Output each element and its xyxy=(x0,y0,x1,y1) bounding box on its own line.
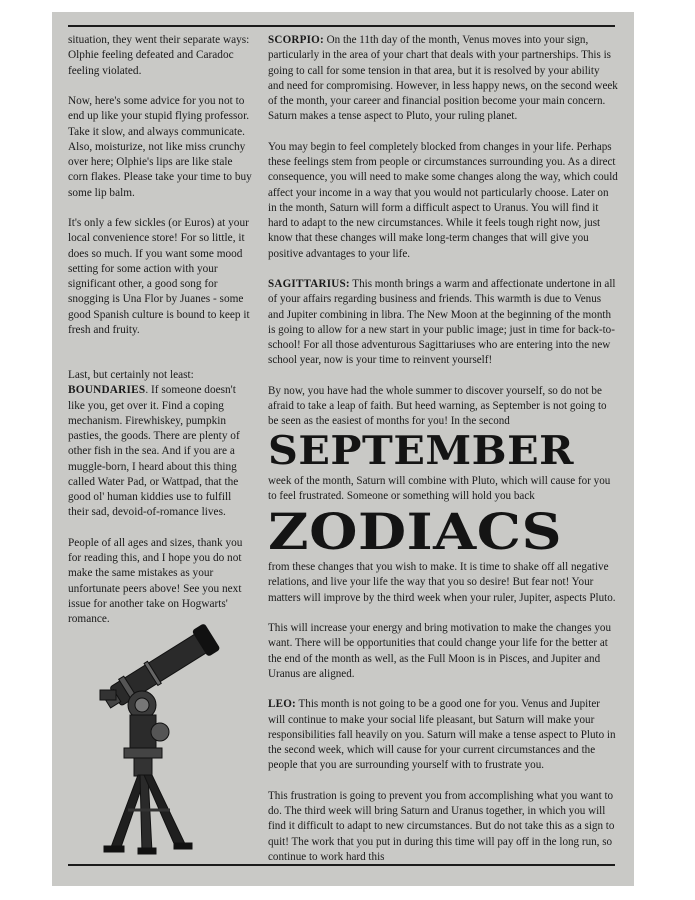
leo-label: LEO: xyxy=(268,698,296,711)
top-rule xyxy=(68,25,615,27)
sagittarius-paragraph-2c: from these changes that you wish to make. It is time to shake off all negative relations, and live your life the way that you so desire! But fear not! Your matters will improve by the third week when your ruler, Jupiter, aspects Pluto. xyxy=(268,561,616,604)
left-column xyxy=(68,33,254,643)
telescope-illustration xyxy=(90,610,225,855)
sagittarius-paragraph-3: This will increase your energy and bring motivation to make the changes you want. There will be opportunities that could change your life for the better at the end of the month as well, as the Full Moon is in Pisces, and Jupiter and Uranus are aligned. xyxy=(268,622,611,680)
sagittarius-label: SAGITTARIUS: xyxy=(268,278,350,290)
left-paragraph-5: People of all ages and sizes, thank you for reading this, and I hope you do not make the same mistakes as your unfortunate peers above! See you next issue for another take on Hogwarts' romance. xyxy=(68,536,243,625)
left-paragraph-4 xyxy=(68,368,254,521)
leo-paragraph-2: This frustration is going to prevent you from accomplishing what you want to do. The third week will bring Saturn and Uranus together, in which you will find it difficult to adapt to new circumstances. But do not take this as a sign to quit! The work that you put in during this time will pay off in the long run, so continue to work hard this xyxy=(268,789,615,863)
sagittarius-text: This month brings a warm and affectionate undertone in all of your affairs regarding business and friends. This warmth is due to Venus and Jupiter combining in libra. The New Moon at the beginning of the month is going to allow for a new start in your public image; just in time for back-to-school! For all those adventurous Sagittariuses who are entering into the new school year, now is your time to reinvent yourself! xyxy=(268,278,616,367)
bottom-rule xyxy=(68,864,615,866)
headline-zodiacs: ZODIACS xyxy=(268,502,563,561)
sagittarius-paragraph-2: By now, you have had the whole summer to discover yourself, so do not be afraid to take a leap of faith. But heed warning, as September is not going to be seen as the easiest of months for you! In the second xyxy=(268,384,607,428)
sagittarius-paragraph-1 xyxy=(268,277,618,369)
boundaries-intro: Last, but certainly not least: xyxy=(68,369,194,381)
boundaries-text: . If someone doesn't like you, get over it. Find a coping mechanism. Firewhiskey, pumpkin pasties, the goods. There are plenty of other fish in the sea. And if you are a muggle-born, I heard about this thing called Water Pad, or Wattpad, that the good ol' human kiddies use to fulfill their sad, devoid-of-romance lives. xyxy=(68,384,240,519)
leo-paragraph-1 xyxy=(268,697,618,773)
sagittarius-paragraph-2b: week of the month, Saturn will combine with Pluto, which will cause for you to feel frustrated. Someone or something will hold you back xyxy=(268,474,611,502)
scorpio-paragraph-1 xyxy=(268,33,618,125)
scorpio-paragraph-2: You may begin to feel completely blocked from changes in your life. Perhaps these feelings stem from people or circumstances surrounding you. As a direct consequence, you will need to make some changes along the way, which could affect your income in a way that you would not particularly choose. Later on in the month, Saturn will form a difficult aspect to Uranus. You will find it hard to adapt to the new circumstances. While it feels tough right now, just know that these changes will make long-term changes that will give you positive advantages to your life. xyxy=(268,140,618,260)
leo-text: This month is not going to be a good one for you. Venus and Jupiter will continue to make your social life pleasant, but Saturn will make your responsibilities fall heavily on you. Saturn will make a tense aspect to Pluto in the second week, which will cause for your current circumstances and the people that you are surrounding yourself with to frustrate you. xyxy=(268,698,616,772)
right-column xyxy=(268,33,618,880)
left-paragraph-2: Now, here's some advice for you not to end up like your stupid flying professor. Take it slow, and always communicate. Also, moisturize, not like miss crunchy over here; Olphie's lips are like stale corn flakes. Please take your time to buy some lip balm. xyxy=(68,95,252,199)
scorpio-label: SCORPIO: xyxy=(268,34,324,46)
left-paragraph-1: situation, they went their separate ways: Olphie feeling defeated and Caradoc feeling violated. xyxy=(68,34,250,77)
scorpio-text: On the 11th day of the month, Venus moves into your sign, particularly in the area of your chart that deals with your partnerships. This is going to call for some tension in that area, but it is resolved by your ability and need for compromising. However, in less happy news, on the second week of the month, your career and financial position become your main concern. Saturn makes a tense aspect to Pluto, your ruling planet. xyxy=(268,34,618,123)
left-paragraph-3: It's only a few sickles (or Euros) at your local convenience store! For so little, it does so much. If you want some mood setting for some action with your significant other, a good song for snogging is Una Flor by Juanes - some good Spanish culture is bound to keep it fresh and fruity. xyxy=(68,217,250,336)
headline-september: SEPTEMBER xyxy=(268,427,575,474)
boundaries-heading: BOUNDARIES xyxy=(68,384,146,397)
